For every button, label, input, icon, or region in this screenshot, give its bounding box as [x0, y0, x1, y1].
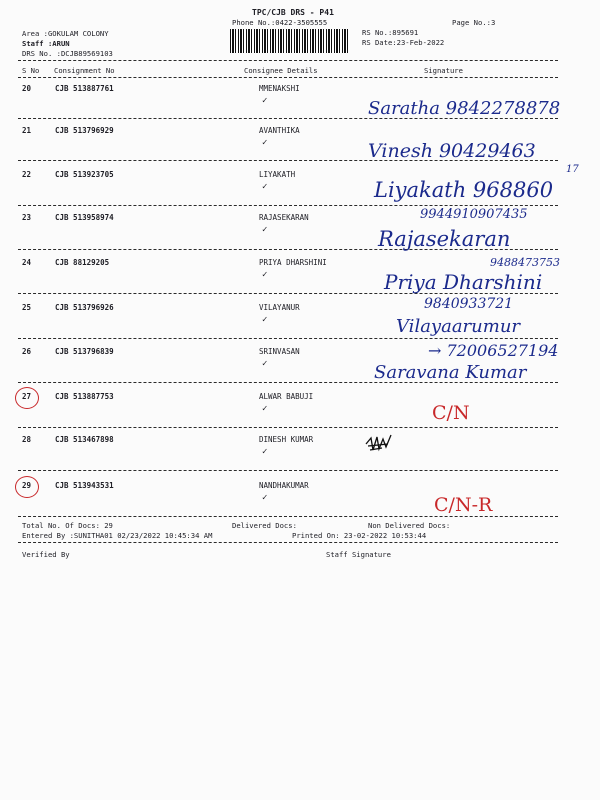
row-consignee: MMENAKSHI — [259, 84, 300, 93]
row-consignee: ALWAR BABUJI — [259, 392, 314, 401]
col-signature: Signature — [424, 66, 463, 75]
check-mark-icon: ✓ — [262, 225, 268, 235]
handwritten-signature: Saravana Kumar — [374, 362, 527, 383]
row-consignee: LIYAKATH — [259, 170, 296, 179]
check-mark-icon: ✓ — [262, 315, 268, 325]
row-sno: 27 — [22, 392, 32, 401]
handwritten-signature: Vilayaarumur — [396, 316, 521, 337]
row-divider — [18, 470, 558, 471]
row-consignment: CJB 513796929 — [55, 126, 114, 135]
row-divider — [18, 338, 558, 339]
handwritten-phone: → 72006527194 — [428, 341, 559, 360]
check-mark-icon: ✓ — [262, 359, 268, 369]
row-divider — [18, 205, 558, 206]
row-consignee: DINESH KUMAR — [259, 435, 314, 444]
drs-number: DRS No. :DCJB89569103 — [22, 49, 113, 58]
total-docs: Total No. Of Docs: 29 — [22, 521, 113, 530]
barcode — [230, 29, 350, 53]
row-consignment: CJB 513796926 — [55, 303, 114, 312]
handwritten-note: 17 — [566, 164, 579, 175]
row-consignee: AVANTHIKA — [259, 126, 300, 135]
col-sno: S No — [22, 66, 40, 75]
handwritten-signature: Liyakath 968860 — [374, 178, 554, 202]
printed-on: Printed On: 23-02-2022 10:53:44 — [292, 531, 427, 540]
row-consignee: NANDHAKUMAR — [259, 481, 309, 490]
rs-date: RS Date:23-Feb-2022 — [362, 38, 445, 47]
handwritten-phone: 9488473753 — [490, 256, 560, 269]
row-consignee: SRINVASAN — [259, 347, 300, 356]
row-consignee: RAJASEKARAN — [259, 213, 309, 222]
area-label: Area :GOKULAM COLONY — [22, 29, 109, 38]
row-sno: 23 — [22, 213, 32, 222]
row-divider — [18, 516, 558, 517]
staff-label: Staff :ARUN — [22, 39, 70, 48]
row-sno: 26 — [22, 347, 32, 356]
row-consignment: CJB 513887753 — [55, 392, 114, 401]
row-consignee: PRIYA DHARSHINI — [259, 258, 327, 267]
row-sno: 29 — [22, 481, 32, 490]
non-delivered-docs: Non Delivered Docs: — [368, 521, 451, 530]
row-sno: 24 — [22, 258, 32, 267]
rs-number: RS No.:895691 — [362, 28, 419, 37]
check-mark-icon: ✓ — [262, 493, 268, 503]
row-consignment: CJB 88129205 — [55, 258, 110, 267]
handwritten-remark: C/N-R — [434, 494, 493, 516]
handwritten-phone: 9840933721 — [424, 296, 514, 312]
row-consignment: CJB 513467898 — [55, 435, 114, 444]
report-title: TPC/CJB DRS - P41 — [252, 8, 334, 17]
handwritten-phone: 9944910907435 — [420, 207, 528, 222]
entered-by: Entered By :SUNITHA01 02/23/2022 10:45:34 AM — [22, 531, 213, 540]
header-rule-bottom — [18, 77, 558, 78]
col-consignment: Consignment No — [54, 66, 115, 75]
handwritten-remark: C/N — [432, 402, 470, 424]
footer-rule — [18, 542, 558, 543]
page-number: Page No.:3 — [452, 18, 496, 27]
check-mark-icon: ✓ — [262, 404, 268, 414]
row-sno: 20 — [22, 84, 32, 93]
row-consignment: CJB 513958974 — [55, 213, 114, 222]
check-mark-icon: ✓ — [262, 138, 268, 148]
row-sno: 25 — [22, 303, 32, 312]
delivered-docs: Delivered Docs: — [232, 521, 297, 530]
row-consignment: CJB 513923705 — [55, 170, 114, 179]
check-mark-icon: ✓ — [262, 270, 268, 280]
row-consignment: CJB 513796839 — [55, 347, 114, 356]
handwritten-signature: Rajasekaran — [378, 227, 511, 251]
row-consignment: CJB 513943531 — [55, 481, 114, 490]
table-row — [0, 435, 600, 481]
handwritten-signature: Priya Dharshini — [384, 270, 543, 294]
check-mark-icon: ✓ — [262, 182, 268, 192]
verified-by: Verified By — [22, 550, 70, 559]
row-divider — [18, 427, 558, 428]
row-consignment: CJB 513887761 — [55, 84, 114, 93]
row-sno: 28 — [22, 435, 32, 444]
row-sno: 22 — [22, 170, 32, 179]
check-mark-icon: ✓ — [262, 447, 268, 457]
phone-number: Phone No.:0422-3505555 — [232, 18, 328, 27]
col-consignee: Consignee Details — [244, 66, 318, 75]
handwritten-signature: Vinesh 9042946​3 — [368, 140, 536, 162]
header-rule-top — [18, 60, 558, 61]
handwritten-signature: Saratha 9842278878 — [368, 98, 561, 119]
row-consignee: VILAYANUR — [259, 303, 300, 312]
row-sno: 21 — [22, 126, 32, 135]
scribble-signature-icon — [364, 432, 396, 454]
check-mark-icon: ✓ — [262, 96, 268, 106]
table-row — [0, 392, 600, 438]
staff-signature: Staff Signature — [326, 550, 391, 559]
